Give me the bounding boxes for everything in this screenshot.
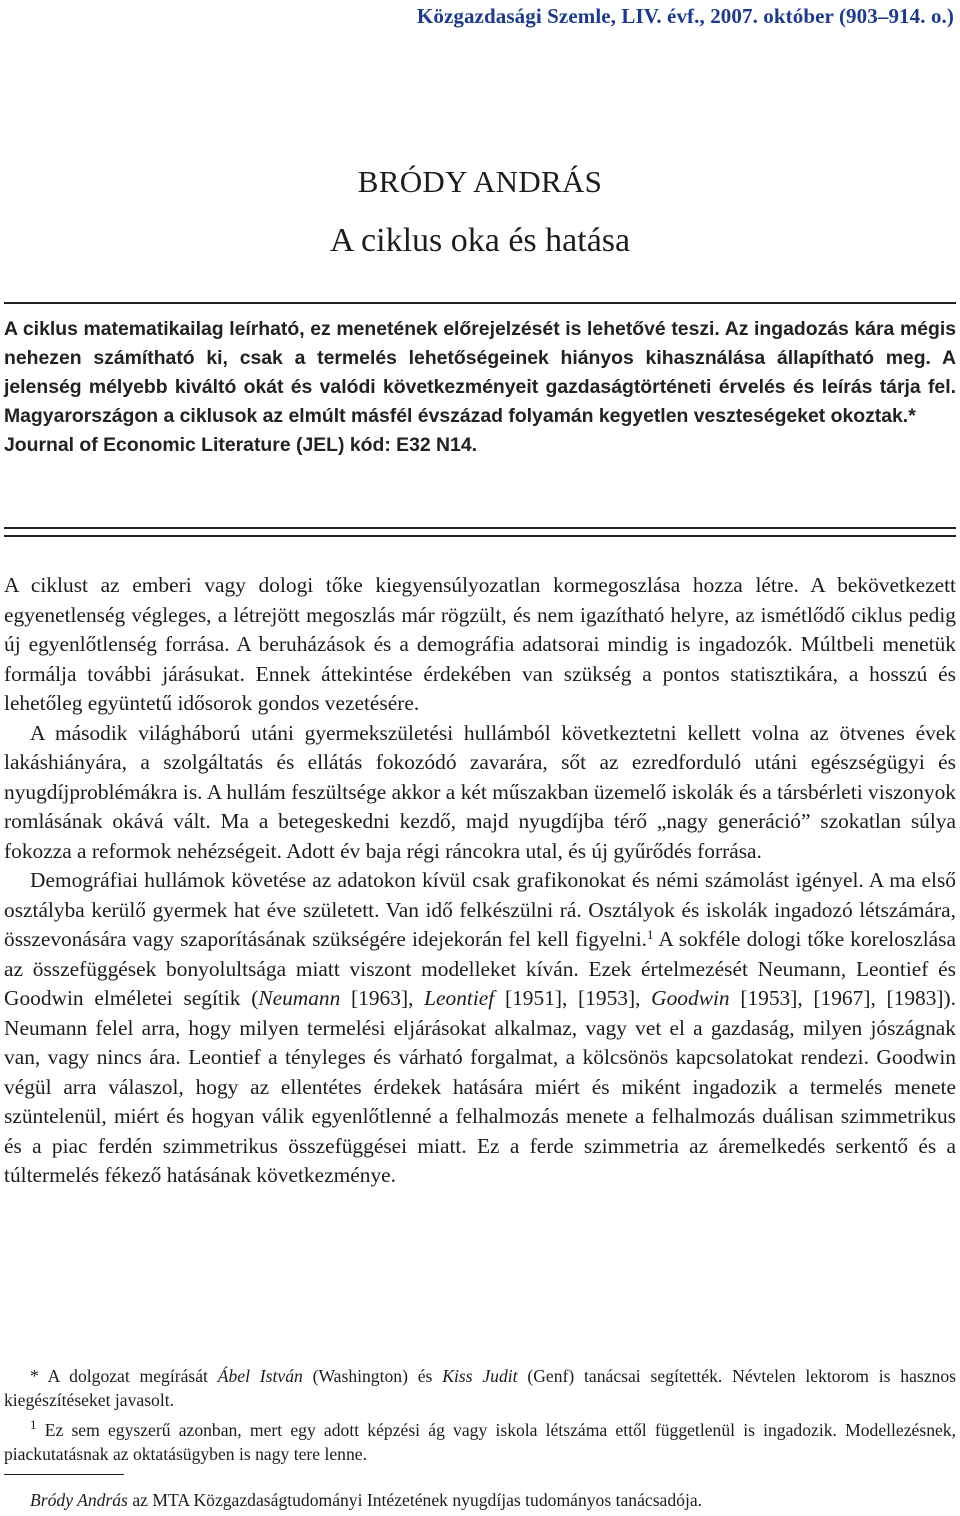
paragraph-3-part-b: A sokféle dologi tőke koreloszlása az összefüggések bonyolultsága miatt viszont modelleket kíván. Ezek értelmezését Neumann, Leontief és Goodwin elméletei segítik ( (4, 927, 956, 1010)
author-affiliation (30, 1488, 702, 1512)
footnote-star-name-abel: Ábel István (217, 1366, 303, 1386)
citation-neumann: Neumann (258, 986, 341, 1010)
journal-header: Közgazdasági Szemle, LIV. évf., 2007. október (903–914. o.) (416, 4, 954, 28)
paragraph-3-part-a: Demográfiai hullámok követése az adatokon kívül csak grafikonokat és némi számolást igényel. A ma első osztályba kerülő gyermek hat éve született. Van idő felkészülni rá. Osztályok és iskolák ingadozó létszámára, összevonására vagy szaporításának szükségére idejekorán fel kell figyelni. (4, 868, 956, 951)
footnote-star-text-c: (Genf) tanácsai segítették. Névtelen lektorom is hasznos kiegészítéseket javasolt. (4, 1366, 956, 1410)
footnotes (4, 1364, 956, 1472)
footnote-1-mark: 1 (30, 1417, 37, 1432)
abstract-text: A ciklus matematikailag leírható, ez menetének előrejelzését is lehetővé teszi. Az ingadozás kára mégis nehezen számítható ki, csak a termelés lehetőségeinek hiányos kihasználása állapítható meg. A jelenség mélyebb kiváltó okát és valódi következményeit gazdaságtörténeti érvelés és leírás tárja fel. Magyarországon a ciklusok az elmúlt másfél évszázad folyamán kegyetlen veszteségeket okoztak.* (4, 318, 956, 427)
footnote-1-text: Ez sem egyszerű azonban, mert egy adott képzési ág vagy iskola létszáma ettől függetlenül is ingadozik. Modellezésnek, piackutatásnak az oktatásügyben is nagy tere lenne. (4, 1420, 956, 1464)
citation-leontief: Leontief (424, 986, 495, 1010)
footnote-ref-1[interactable]: 1 (647, 927, 654, 942)
abstract-bottom-rule (4, 527, 956, 529)
paragraph-3-part-c: [1963], (340, 986, 425, 1010)
paragraph-3 (4, 866, 956, 1191)
paragraph-3-part-d: [1951], [1953], (494, 986, 652, 1010)
jel-codes: Journal of Economic Literature (JEL) kód: E32 N14. (4, 434, 478, 456)
footnote-star (4, 1364, 956, 1412)
paragraph-2: A második világháború utáni gyermekszületési hullámból következtetni kellett volna az ötvenes évek lakáshiányára, a szolgáltatás és ellátás fokozódó zavarára, sőt az ezredforduló utáni egészségügyi és nyugdíjproblémákra is. A hullám feszültsége akkor a két műszakban üzemelő iskolák és a társbérleti viszonyok romlásának okává vált. Ma a betegeskedni kezdő, majd nyugdíjba térő „nagy generáció” szokatlan súlya fokozza a reformok nehézségeit. Adott év baja régi ráncokra utal, és új gyűrődés forrása. (4, 720, 956, 863)
footnote-star-name-kiss: Kiss Judit (442, 1366, 518, 1386)
affiliation-rule (4, 1474, 124, 1475)
abstract-bottom-rule-2 (4, 535, 956, 537)
abstract-top-rule (4, 302, 956, 304)
affiliation-name: Bródy András (30, 1490, 128, 1510)
body-text (4, 571, 956, 1191)
article-title: A ciklus oka és hatása (329, 222, 631, 259)
footnote-star-text-a: * A dolgozat megírását (30, 1366, 218, 1386)
affiliation-text: az MTA Közgazdaságtudományi Intézetének nyugdíjas tudományos tanácsadója. (127, 1490, 703, 1510)
citation-goodwin: Goodwin (651, 986, 730, 1010)
abstract (4, 315, 956, 460)
footnote-star-text-b: (Washington) és (302, 1366, 443, 1386)
paragraph-3-part-e: [1953], [1967], [1983]). Neumann felel arra, hogy milyen termelési eljárásokat alkalmaz, vagy vet el a gazdaság, milyen jószágnak van, vagy nincs ára. Leontief a tényleges és várható forgalmat, a kölcsönös kapcsolatokat rendezi. Goodwin végül arra válaszol, hogy az ellentétes érdekek hatására miért és miként ingadozik a termelés menete szüntelenül, miért és hogyan válik egyenlőtlenné a felhalmozás menete a felhalmozás duálisan szimmetrikus és a piac ferdén szimmetrikus összefüggései miatt. Ez a ferde szimmetria az áremelkedés serkentő és a túltermelés fékező hatásának következménye. (4, 986, 957, 1187)
footnote-1 (4, 1418, 956, 1466)
paragraph-1: A ciklust az emberi vagy dologi tőke kiegyensúlyozatlan kormegoszlása hozza létre. A bekövetkezett egyenetlenség végleges, a létrejött megoszlás már rögzült, és nem igazítható helyre, az ismétlődő ciklus pedig új egyenlőtlenség forrása. A beruházások és a demográfia adatsorai mindig is ingadozók. Múltbeli menetük formálja további járásukat. Ennek áttekintése érdekében van szükség a pontos statisztikára, a hosszú és lehetőleg együntetű idősorok gondos vezetésére. (4, 573, 956, 715)
author-name: BRÓDY ANDRÁS (357, 164, 603, 199)
